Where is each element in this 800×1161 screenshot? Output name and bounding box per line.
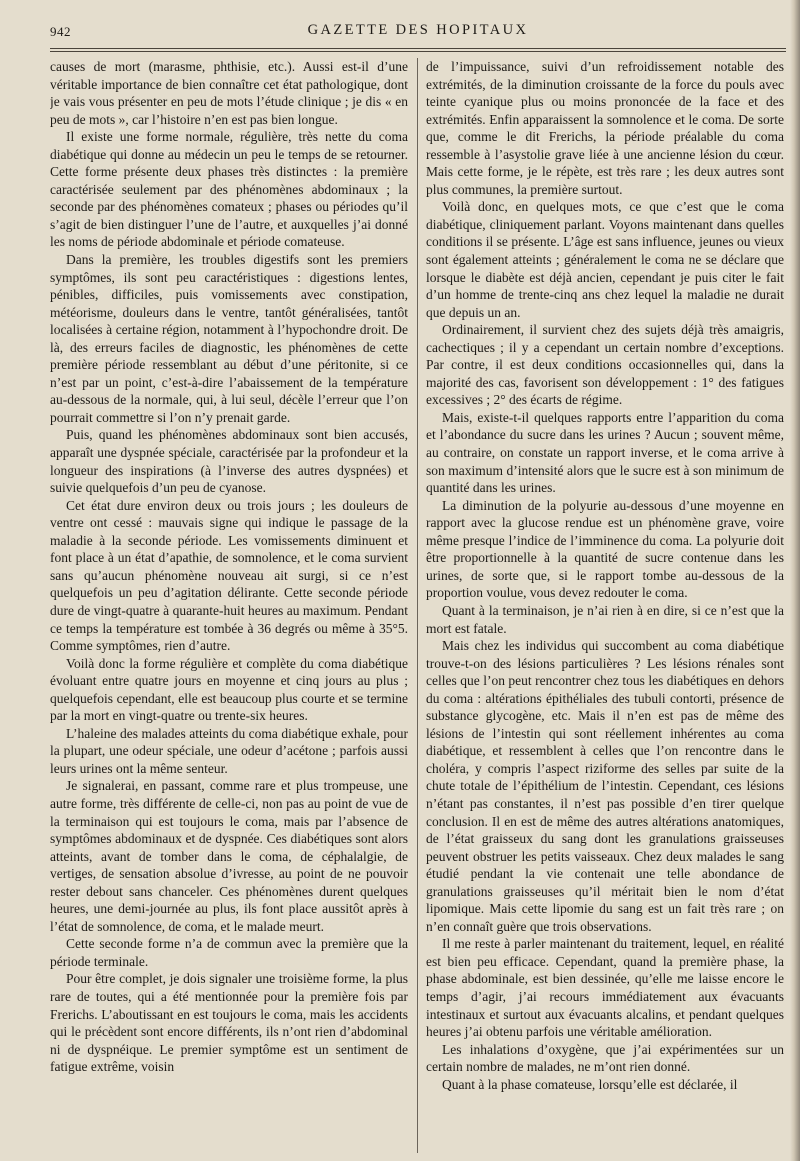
paragraph: Il existe une forme normale, régulière, très nette du coma diabétique qui donne au médecin un peu le temps de se retourner. Cette forme présente deux phases très distinctes : la première caractérisée seulement par des phénomènes abdominaux ; la seconde par des phénomènes comateux ; phases ou périodes qu’il s’agit de bien distinguer l’une de l’autre, et auxquelles j’ai donné les noms de période abdominale et période comateuse. bbox=[50, 129, 408, 250]
paragraph: Voilà donc, en quelques mots, ce que c’est que le coma diabétique, cliniquement parlant. Voyons maintenant dans quelles conditions il se présente. L’âge est sans influence, jeunes ou vieux sont également atteints ; généralement le coma ne se déclare que lorsque le diabète est déjà ancien, cependant je puis citer le fait d’un homme de trente-cinq ans chez lequel la maladie ne durait que depuis un an. bbox=[426, 199, 784, 320]
paragraph: Les inhalations d’oxygène, que j’ai expérimentées sur un certain nombre de malades, ne m’ont rien donné. bbox=[426, 1041, 784, 1075]
header-rule bbox=[50, 48, 786, 49]
running-title: GAZETTE DES HOPITAUX bbox=[307, 22, 529, 38]
paragraph: Quant à la phase comateuse, lorsqu’elle est déclarée, il bbox=[442, 1076, 738, 1092]
paragraph: Voilà donc la forme régulière et complète du coma diabétique évoluant entre quatre jours en moyenne et cinq jours au plus ; quelquefois cependant, elle est beaucoup plus courte et se termine par la mort en vingt-quatre ou trente-six heures. bbox=[50, 655, 408, 724]
header-rule-double bbox=[50, 51, 786, 52]
paragraph: Mais, existe-t-il quelques rapports entre l’apparition du coma et l’abondance du sucre dans les urines ? Aucun ; souvent même, au contraire, on constate un rapport inverse, et le coma arrive à son maximum d’intensité alors que le sucre est à son minimum de quantité dans les urines. bbox=[426, 409, 784, 496]
paragraph: de l’impuissance, suivi d’un refroidissement notable des extrémités, de la diminution croissante de la force du pouls avec teinte cyanique plus ou moins prononcée de la face et des extrémités. Enfin apparaissent la somnolence et le coma. De sorte que, comme le dit Frerichs, la période préalable du coma ressemble à l’asystolie grave liée à une ancienne lésion du cœur. Mais cette forme, je le répète, est très rare ; les deux autres sont plus communes, la première surtout. bbox=[426, 59, 784, 197]
paragraph: La diminution de la polyurie au-dessous d’une moyenne en rapport avec la glucose rendue est un phénomène grave, voire même presque l’indice de l’imminence du coma. La polyurie doit être proportionnelle à la quantité de sucre contenue dans les urines, de sorte que, si le rapport tombe au-dessous de la proportion voulue, vous devez redouter le coma. bbox=[426, 497, 784, 601]
paragraph: Je signalerai, en passant, comme rare et plus trompeuse, une autre forme, très différente de celle-ci, non pas au point de vue de la terminaison qui est toujours le coma, mais par l’absence de symptômes abdominaux et de dyspnée. Ces diabétiques sont alors atteints, avant de tomber dans le coma, de céphalalgie, de vertiges, de sensation absolue d’ivresse, au point de ne pouvoir rester debout sans chanceler. Ces phénomènes durent quelques heures, une demi-journée au plus, ils font place aussitôt après à l’état de somnolence, de coma, et le malade meurt. bbox=[50, 778, 408, 934]
paragraph: causes de mort (marasme, phthisie, etc.). Aussi est-il d’une véritable importance de bien connaître cet état pathologique, dont je vais vous présenter en peu de mots l’étude clinique ; je dis « en peu de mots », car l’histoire n’en est pas bien longue. bbox=[50, 59, 408, 127]
paragraph: Pour être complet, je dois signaler une troisième forme, la plus rare de toutes, qui a été mentionnée pour la première fois par Frerichs. L’aboutissant en est toujours le coma, mais les accidents qui le précèdent sont encore différents, ils n’ont rien d’abdominal ni de dyspnéique. Le premier symptôme est un sentiment de fatigue extrême, voisin bbox=[50, 971, 408, 1075]
page-header bbox=[50, 16, 786, 46]
page-number: 942 bbox=[50, 24, 71, 39]
paragraph: Mais chez les individus qui succombent au coma diabétique trouve-t-on des lésions particulières ? Les lésions rénales sont celles que l’on peut rencontrer chez tous les diabétiques en dehors du coma : altérations épithéliales des tubuli contorti, présence de substance glycogène, etc. Mais il n’en est pas de même des lésions de l’intestin qui sont réellement inhérentes au coma diabétique, et ressemblent à celles que l’on rencontre dans le choléra, y compris l’aspect riziforme des selles par suite de la chute totale de l’épithélium de l’intestin. Cependant, ces lésions n’étant pas constantes, il n’est pas possible d’en tirer quelque conclusion. Il en est de même des autres altérations anatomiques, de l’état graisseux du sang dont les granulations graisseuses peuvent obstruer les petits vaisseaux. Chez deux malades le sang étudié pendant la vie contenait une telle abondance de granulations graisseuses qu’il méritait bien le nom d’état lipomique. Mais cette lipomie du sang est un fait très rare ; on n’en connaît guère que trois observations. bbox=[426, 638, 784, 934]
paragraph: Ordinairement, il survient chez des sujets déjà très amaigris, cachectiques ; il y a cependant un certain nombre d’exceptions. Par contre, il est deux conditions occasionnelles qui, dans la majorité des cas, favorisent son développement : 1° des fatigues excessives ; 2° des écarts de régime. bbox=[426, 322, 784, 408]
paragraph: L’haleine des malades atteints du coma diabétique exhale, pour la plupart, une odeur spéciale, une odeur d’acétone ; parfois aussi leurs urines ont la même senteur. bbox=[50, 725, 408, 776]
paragraph: Quant à la terminaison, je n’ai rien à en dire, si ce n’est que la mort est fatale. bbox=[426, 602, 784, 636]
left-column bbox=[50, 58, 408, 1153]
page-edge bbox=[790, 0, 800, 1161]
article-body bbox=[50, 58, 786, 1153]
right-column bbox=[426, 58, 784, 1153]
column-divider bbox=[417, 58, 418, 1153]
paragraph: Dans la première, les troubles digestifs sont les premiers symptômes, ils sont peu caractéristiques : digestions lentes, pénibles, difficiles, puis vomissements avec constipation, météorisme, douleurs dans le ventre, tantôt généralisées, tantôt localisées à certaine région, notamment à l’hypochondre droit. De là, des erreurs faciles de diagnostic, les phénomènes de cette première période ressemblant au début d’une péritonite, si ce n’est par un point, c’est-à-dire l’abaissement de la température au-dessous de la normale, qui, à lui seul, décèle l’erreur que l’on pourrait commettre si l’on n’y prenait garde. bbox=[50, 252, 408, 425]
paragraph: Il me reste à parler maintenant du traitement, lequel, en réalité est bien peu efficace. Cependant, quand la première phase, la phase abdominale, est bien dessinée, qu’elle me laisse encore le temps d’agir, j’ai recours immédiatement aux évacuants intestinaux et surtout aux évacuants alcalins, et pendant quelques heures j’ai obtenu parfois une véritable amélioration. bbox=[426, 936, 784, 1040]
paragraph: Cet état dure environ deux ou trois jours ; les douleurs de ventre ont cessé : mauvais signe qui indique le passage de la maladie à la seconde période. Les vomissements diminuent et font place à un état d’apathie, de somnolence, et le coma survient sans qu’aucun phénomène nouveau ait surgi, si ce n’est quelquefois un peu d’agitation délirante. Cette seconde période dure de vingt-quatre à quarante-huit heures au maximum. Pendant ce temps la température est tombée à 36 degrés ou même à 35°5. Comme symptômes, rien d’autre. bbox=[50, 497, 408, 654]
paragraph: Cette seconde forme n’a de commun avec la première que la période terminale. bbox=[50, 936, 408, 969]
paragraph: Puis, quand les phénomènes abdominaux sont bien accusés, apparaît une dyspnée spéciale, caractérisée par la profondeur et la longueur des inspirations (à l’inverse des autres dyspnées) et suivie quelquefois d’un peu de cyanose. bbox=[50, 427, 408, 496]
